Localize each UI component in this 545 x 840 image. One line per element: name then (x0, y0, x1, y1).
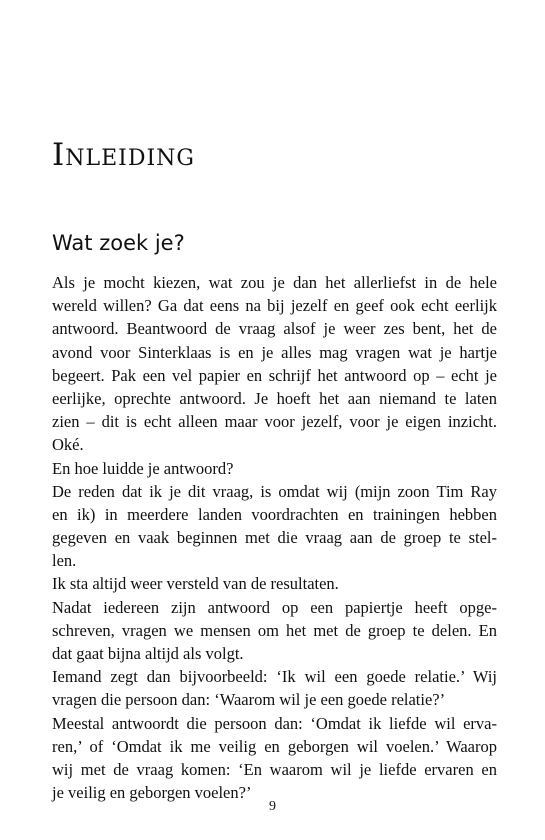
section-heading: Wat zoek je? (52, 231, 185, 255)
text-line: Nadat iedereen zijn antwoord op een papiertje heeft opge- (52, 597, 497, 617)
text-line: Meestal antwoordt die persoon dan: ‘Omdat ik liefde wil erva- (52, 713, 497, 733)
text-line: De reden dat ik je dit vraag, is omdat wij (mijn zoon Tim Ray (52, 481, 497, 501)
text-line: avond voor Sinterklaas is en je alles mag vragen wat je hartje (52, 342, 497, 362)
text-line: len. (52, 551, 77, 571)
text-line: antwoord. Beantwoord de vraag alsof je weer zes bent, het de (52, 319, 497, 339)
text-line: je veilig en geborgen voelen?’ (52, 783, 252, 803)
page-number: 9 (269, 799, 276, 814)
text-line: Oké. (52, 435, 84, 455)
text-line: En hoe luidde je antwoord? (52, 458, 234, 478)
text-line: vragen die persoon dan: ‘Waarom wil je een goede relatie?’ (52, 690, 446, 710)
text-line: gegeven en vaak beginnen met die vraag aan de groep te stel- (52, 528, 497, 548)
text-line: Iemand zegt dan bijvoorbeeld: ‘Ik wil een goede relatie.’ Wij (52, 667, 497, 687)
text-line: ren,’ of ‘Omdat ik me veilig en geborgen wil voelen.’ Waarop (52, 736, 497, 756)
text-line: wereld willen? Ga dat eens na bij jezelf en geef ook echt eerlijk (52, 296, 497, 316)
text-line: eerlijke, oprechte antwoord. Je hoeft het aan niemand te laten (52, 388, 497, 408)
text-line: schreven, vragen we mensen om het met de groep te delen. En (52, 620, 497, 640)
body-text (52, 271, 497, 804)
text-line: zien – dit is echt alleen maar voor jezelf, voor je eigen inzicht. (52, 412, 497, 432)
text-line: begeert. Pak een vel papier en schrijf het antwoord op – echt je (52, 365, 497, 385)
text-line: wij met de vraag komen: ‘En waarom wil je liefde ervaren en (52, 759, 497, 779)
text-line: en ik) in meerdere landen voordrachten en trainingen hebben (52, 504, 497, 524)
text-line: Ik sta altijd weer versteld van de resultaten. (52, 574, 339, 594)
chapter-title: Inleiding (52, 137, 196, 173)
text-line: dat gaat bijna altijd als volgt. (52, 644, 244, 663)
text-line: Als je mocht kiezen, wat zou je dan het allerliefst in de hele (52, 273, 497, 292)
